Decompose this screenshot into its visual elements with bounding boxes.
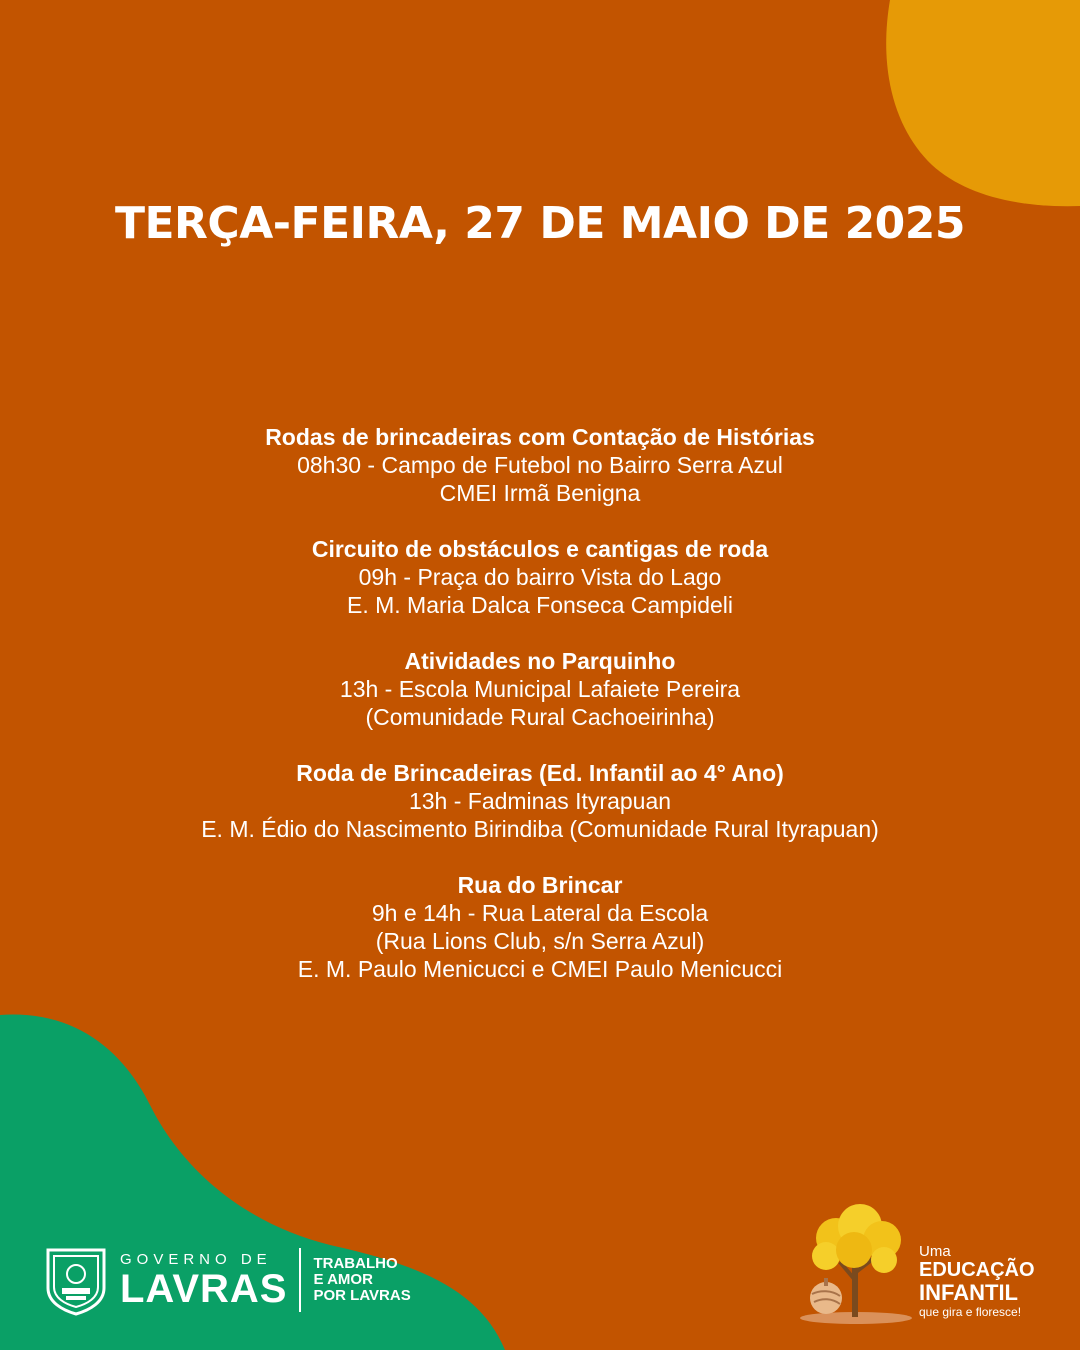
event-title: Roda de Brincadeiras (Ed. Infantil ao 4° Ano) <box>296 760 784 786</box>
slogan-line: TRABALHO <box>313 1255 398 1272</box>
event-detail: 13h - Fadminas Ityrapuan <box>408 788 672 814</box>
event-item <box>0 535 1080 619</box>
government-logo <box>44 1244 411 1316</box>
event-list <box>0 423 1080 1011</box>
government-slogan <box>313 1256 410 1304</box>
event-detail: 9h e 14h - Rua Lateral da Escola <box>371 900 709 926</box>
blob-top-right-shape <box>886 0 1080 206</box>
event-detail: CMEI Irmã Benigna <box>439 480 641 506</box>
event-item <box>0 759 1080 843</box>
education-prefix: Uma <box>919 1243 951 1260</box>
city-crest-icon <box>44 1244 108 1316</box>
event-detail: (Rua Lions Club, s/n Serra Azul) <box>375 928 705 954</box>
education-campaign-logo <box>796 1200 1046 1330</box>
event-title: Rodas de brincadeiras com Contação de Histórias <box>265 424 815 450</box>
education-tagline: que gira e floresce! <box>919 1305 1022 1319</box>
page-title: TERÇA-FEIRA, 27 DE MAIO DE 2025 <box>114 198 966 249</box>
flowering-tree-icon <box>796 1200 916 1330</box>
education-word-1: EDUCAÇÃO <box>919 1259 1035 1281</box>
education-wordmark <box>919 1244 1035 1319</box>
government-prefix: GOVERNO DE <box>120 1251 272 1268</box>
event-detail: E. M. Paulo Menicucci e CMEI Paulo Menicucci <box>297 956 783 982</box>
event-detail: (Comunidade Rural Cachoeirinha) <box>365 704 715 730</box>
event-item <box>0 423 1080 507</box>
event-detail: 13h - Escola Municipal Lafaiete Pereira <box>339 676 741 702</box>
event-detail: 09h - Praça do bairro Vista do Lago <box>358 564 722 590</box>
event-item <box>0 871 1080 983</box>
slogan-line: E AMOR <box>313 1271 373 1288</box>
government-wordmark <box>120 1251 287 1309</box>
event-title: Atividades no Parquinho <box>404 648 676 674</box>
event-detail: 08h30 - Campo de Futebol no Bairro Serra Azul <box>297 452 783 478</box>
education-word-2: INFANTIL <box>919 1280 1018 1305</box>
logo-divider <box>299 1248 301 1312</box>
event-detail: E. M. Maria Dalca Fonseca Campideli <box>346 592 734 618</box>
event-detail: E. M. Édio do Nascimento Birindiba (Comunidade Rural Ityrapuan) <box>201 816 879 842</box>
event-title: Rua do Brincar <box>457 872 623 898</box>
slogan-line: POR LAVRAS <box>313 1287 411 1304</box>
event-title: Circuito de obstáculos e cantigas de roda <box>311 536 769 562</box>
event-item <box>0 647 1080 731</box>
government-city: LAVRAS <box>120 1267 288 1311</box>
